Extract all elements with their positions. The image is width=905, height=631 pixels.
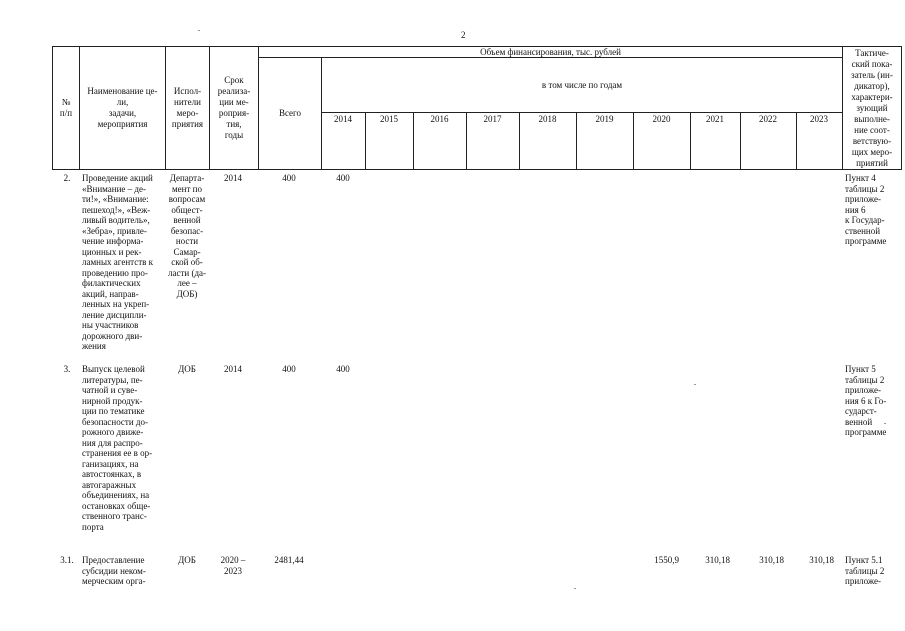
- row-indicator: Пункт 5.1 таблицы 2 приложе-: [845, 555, 885, 586]
- row-num: 3.: [63, 364, 71, 374]
- year-2017: 2017: [483, 114, 502, 124]
- year-2019: 2019: [595, 114, 614, 124]
- row-total: 400: [282, 364, 296, 374]
- row-total: 400: [282, 173, 296, 183]
- header-by-years: в том числе по годам: [541, 79, 623, 90]
- row-2021: 310,18: [705, 555, 730, 565]
- row-executor: ДОБ: [178, 364, 196, 374]
- row-name: Предоставление субсидии неком- мерческим орга-: [82, 555, 146, 586]
- page-number: 2: [461, 30, 466, 40]
- header-name: Наименование це- ли, задачи, мероприятия: [87, 86, 158, 129]
- header-total: Всего: [278, 108, 302, 118]
- row-indicator: Пункт 4 таблицы 2 приложе- ния 6 к Государ- ственной программе: [845, 173, 887, 246]
- row-2014: 400: [336, 173, 350, 183]
- row-2022: 310,18: [759, 555, 784, 565]
- year-2018: 2018: [538, 114, 557, 124]
- header-num: № п/п: [59, 97, 73, 118]
- row-num: 2.: [63, 173, 71, 183]
- header-funding: Объем финансирования, тыс. рублей: [480, 46, 621, 57]
- row-name: Проведение акций «Внимание – де- ти!», «Внимание: пешеход!», «Веж- ливый водитель», «Зебра», привле- чение информа- ционных и рек- ламных агентств к проведению про- филактических акций, направ- ленных на укреп- ление дисципли- ны участников дорожного дви- жения: [82, 173, 154, 351]
- year-2016: 2016: [430, 114, 449, 124]
- row-2014: 400: [336, 364, 350, 374]
- row-term: 2020 – 2023: [220, 555, 246, 576]
- row-term: 2014: [224, 173, 242, 183]
- header-executors: Испол- нители меро- приятия: [171, 86, 204, 129]
- row-term: 2014: [224, 364, 242, 374]
- year-2014: 2014: [334, 114, 352, 124]
- row-indicator: Пункт 5 таблицы 2 приложе- ния 6 к Го- сударст- венной программе: [845, 364, 887, 437]
- row-2023: 310,18: [809, 555, 834, 565]
- header-term: Срок реализа- ции ме- роприя- тия, годы: [217, 75, 251, 140]
- year-2015: 2015: [380, 114, 398, 124]
- row-name: Выпуск целевой литературы, пе- чатной и суве- нирной продук- ции по тематике безопасности до- рожного движе- ния для распро- странения ее в ор- ганизациях, на автостоянках, в автогаражных объединениях, на остановках обще- ственного транс- порта: [82, 364, 153, 532]
- year-2023: 2023: [810, 114, 828, 124]
- row-total: 2481,44: [274, 555, 304, 565]
- row-executor: ДОБ: [178, 555, 196, 565]
- header-indicator: Тактиче- ский пока- затель (ин- дикатор), характери- зующий выполне- ние соот- ветствую- щих меро- приятий: [851, 47, 893, 168]
- row-2020: 1550,9: [654, 555, 679, 565]
- year-2020: 2020: [652, 114, 671, 124]
- year-2022: 2022: [759, 114, 777, 124]
- year-2021: 2021: [706, 114, 724, 124]
- row-num: 3.1.: [60, 555, 74, 565]
- row-executor: Департа- мент по вопросам общест- венной безопас- ности Самар- ской об- ласти (да- лее – ДОБ): [167, 173, 207, 299]
